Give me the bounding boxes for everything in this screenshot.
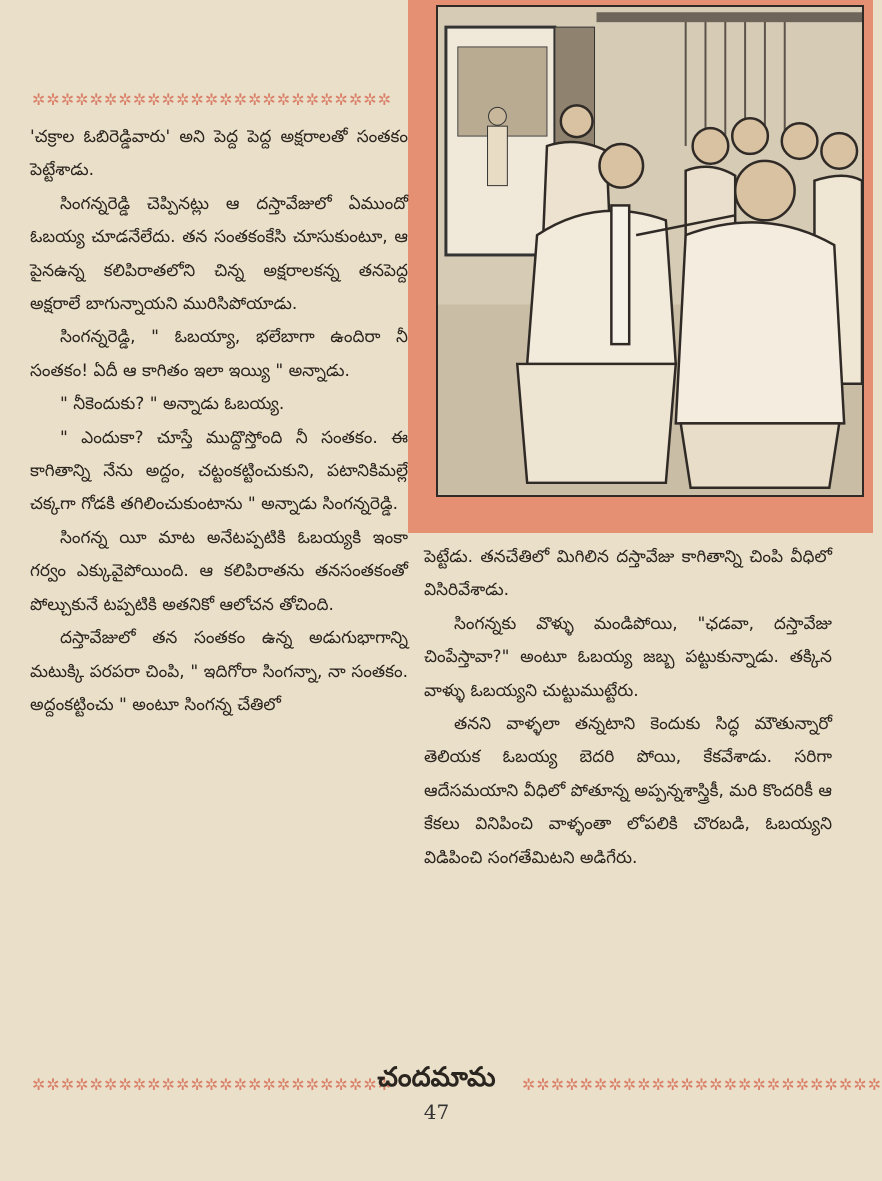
decorative-border-top: ✲✲✲✲✲✲✲✲✲✲✲✲✲✲✲✲✲✲✲✲✲✲✲✲✲	[32, 90, 393, 109]
page-number: 47	[423, 1100, 450, 1124]
paragraph: సింగన్న యీ మాట అనేటప్పటికి ఓబయ్యకి ఇంకా గర్వం ఎక్కువైపోయింది. ఆ కలిపిరాతను తనసంతకంతో పోల్చుకునే టప్పటికి అతనికో ఆలోచన తోచింది.	[30, 527, 408, 615]
paragraph: సింగన్నరెడ్డి, " ఓబయ్యా, భలేబాగా ఉందిరా నీ సంతకం! ఏదీ ఆ కాగితం ఇలా ఇయ్యి " అన్నాడు.	[30, 327, 408, 381]
right-column-text	[424, 541, 832, 875]
illustration-drawing	[438, 7, 862, 495]
paragraph: 'చక్రాల ఓబిరెడ్డివారు' అని పెద్ద పెద్ద అక్షరాలతో సంతకం పెట్టేశాడు.	[30, 127, 408, 181]
paragraph: దస్తావేజులో తన సంతకం ఉన్న అడుగుభాగాన్ని మటుక్కి పరపరా చింపి, " ఇదిగోరా సింగన్నా, నా సంతకం. అద్దంకట్టించు " అంటూ సింగన్న చేతిలో	[30, 628, 408, 715]
decorative-border-footer-right: ✲✲✲✲✲✲✲✲✲✲✲✲✲✲✲✲✲✲✲✲✲✲✲✲✲	[522, 1075, 882, 1094]
story-illustration	[436, 5, 864, 497]
paragraph: పెట్టేడు. తనచేతిలో మిగిలిన దస్తావేజు కాగితాన్ని చింపి వీధిలో విసిరివేశాడు.	[424, 547, 832, 601]
paragraph: సింగన్నరెడ్డి చెప్పినట్లు ఆ దస్తావేజులో ఏముందో ఓబయ్య చూడనేలేదు. తన సంతకంకేసి చూసుకుంటూ, ఆ పైనఉన్న కలిపిరాతలోని చిన్న అక్షరాలకన్న తనపెద్ద అక్షరాలే బాగున్నాయని మురిసిపోయాడు.	[30, 193, 408, 315]
magazine-title: చందమామ	[377, 1062, 496, 1093]
paragraph: " ఎందుకా? చూస్తే ముద్దొస్తోంది నీ సంతకం. ఈ కాగితాన్ని నేను అద్దం, చట్టంకట్టించుకుని, పటానికిమల్లే చక్కగా గోడకి తగిలించుకుంటాను " అన్నాడు సింగన్నరెడ్డి.	[30, 427, 408, 515]
paragraph: తనని వాళ్ళలా తన్నటాని కెందుకు సిద్ధ మౌతున్నారో తెలియక ఓబయ్య బెదరి పోయి, కేకవేశాడు. సరిగా ఆదేసమయాని వీధిలో పోతూన్న అప్పన్నశాస్త్రికీ, మరి కొందరికీ ఆ కేకలు వినిపించి వాళ్ళంతా లోపలికి చొరబడి, ఓబయ్యని విడిపించి సంగతేమిటని అడిగేరు.	[424, 714, 832, 868]
decorative-border-footer-left: ✲✲✲✲✲✲✲✲✲✲✲✲✲✲✲✲✲✲✲✲✲✲✲✲✲	[32, 1075, 393, 1094]
left-column-text	[30, 121, 408, 722]
paragraph: " నీకెందుకు? " అన్నాడు ఓబయ్య.	[60, 394, 285, 415]
paragraph: సింగన్నకు వొళ్ళు మండిపోయి, "ఛడవా, దస్తావేజు చింపేస్తావా?" అంటూ ఓబయ్య జబ్బ పట్టుకున్నాడు. తక్కిన వాళ్ళు ఓబయ్యని చుట్టుముట్టేరు.	[424, 613, 832, 701]
